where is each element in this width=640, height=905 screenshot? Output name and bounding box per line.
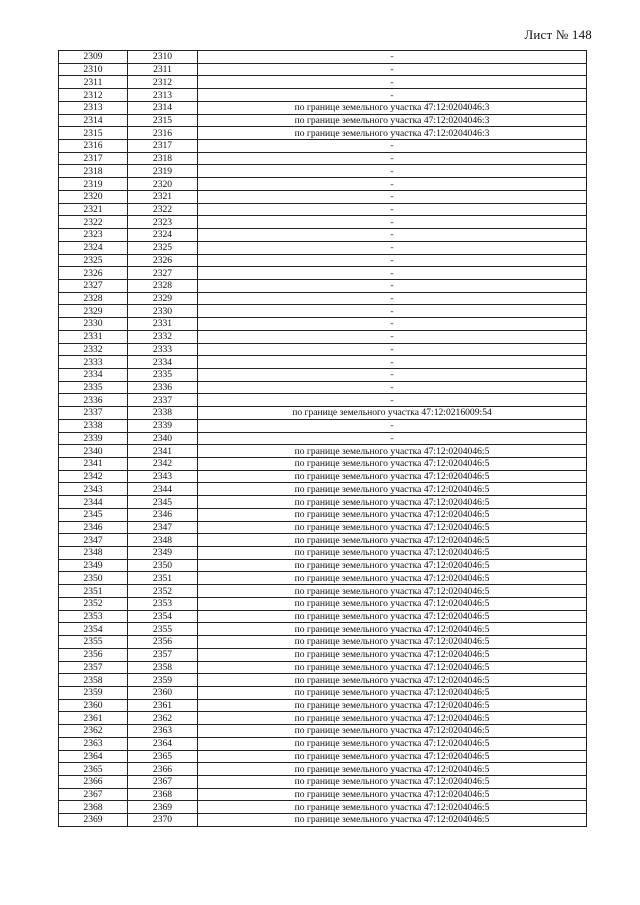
point-to-cell: 2334: [128, 356, 198, 369]
point-from-cell: 2310: [59, 63, 128, 76]
point-to-cell: 2357: [128, 648, 198, 661]
boundary-description-cell: -: [198, 343, 587, 356]
point-to-cell: 2351: [128, 572, 198, 585]
boundary-description-cell: по границе земельного участка 47:12:0204046:3: [198, 101, 587, 114]
point-from-cell: 2367: [59, 788, 128, 801]
table-row: [59, 356, 587, 369]
table-row: [59, 432, 587, 445]
table-row: [59, 368, 587, 381]
table-row: [59, 737, 587, 750]
boundary-description-cell: по границе земельного участка 47:12:0204046:5: [198, 699, 587, 712]
boundary-description-cell: по границе земельного участка 47:12:0204046:5: [198, 572, 587, 585]
boundary-description-cell: -: [198, 76, 587, 89]
table-row: [59, 699, 587, 712]
table-row: [59, 521, 587, 534]
boundary-description-cell: -: [198, 419, 587, 432]
point-to-cell: 2317: [128, 140, 198, 153]
point-to-cell: 2324: [128, 229, 198, 242]
boundary-description-cell: по границе земельного участка 47:12:0204046:5: [198, 508, 587, 521]
table-row: [59, 343, 587, 356]
table-row: [59, 279, 587, 292]
point-to-cell: 2316: [128, 127, 198, 140]
point-to-cell: 2354: [128, 610, 198, 623]
point-from-cell: 2352: [59, 597, 128, 610]
point-from-cell: 2342: [59, 470, 128, 483]
point-to-cell: 2310: [128, 51, 198, 64]
table-row: [59, 114, 587, 127]
boundary-description-cell: -: [198, 368, 587, 381]
point-from-cell: 2353: [59, 610, 128, 623]
point-from-cell: 2335: [59, 381, 128, 394]
boundary-description-cell: -: [198, 165, 587, 178]
table-row: [59, 648, 587, 661]
boundary-table: [58, 50, 587, 827]
boundary-description-cell: по границе земельного участка 47:12:0204046:5: [198, 661, 587, 674]
boundary-description-cell: по границе земельного участка 47:12:0204046:5: [198, 763, 587, 776]
point-from-cell: 2333: [59, 356, 128, 369]
table-row: [59, 305, 587, 318]
point-from-cell: 2318: [59, 165, 128, 178]
point-from-cell: 2320: [59, 190, 128, 203]
point-from-cell: 2366: [59, 775, 128, 788]
table-row: [59, 750, 587, 763]
boundary-description-cell: по границе земельного участка 47:12:0204046:5: [198, 674, 587, 687]
point-to-cell: 2342: [128, 458, 198, 471]
boundary-description-cell: по границе земельного участка 47:12:0204046:5: [198, 534, 587, 547]
table-row: [59, 597, 587, 610]
point-from-cell: 2325: [59, 254, 128, 267]
point-to-cell: 2349: [128, 547, 198, 560]
point-from-cell: 2327: [59, 279, 128, 292]
point-from-cell: 2322: [59, 216, 128, 229]
point-to-cell: 2368: [128, 788, 198, 801]
table-row: [59, 165, 587, 178]
boundary-description-cell: по границе земельного участка 47:12:0204046:5: [198, 521, 587, 534]
point-to-cell: 2341: [128, 445, 198, 458]
boundary-description-cell: по границе земельного участка 47:12:0204046:5: [198, 814, 587, 827]
table-row: [59, 203, 587, 216]
boundary-description-cell: -: [198, 381, 587, 394]
point-to-cell: 2365: [128, 750, 198, 763]
point-to-cell: 2326: [128, 254, 198, 267]
table-row: [59, 547, 587, 560]
point-from-cell: 2317: [59, 152, 128, 165]
table-row: [59, 381, 587, 394]
table-row: [59, 140, 587, 153]
boundary-description-cell: -: [198, 51, 587, 64]
point-to-cell: 2335: [128, 368, 198, 381]
point-to-cell: 2331: [128, 318, 198, 331]
point-to-cell: 2319: [128, 165, 198, 178]
point-from-cell: 2323: [59, 229, 128, 242]
boundary-description-cell: по границе земельного участка 47:12:0204046:5: [198, 648, 587, 661]
table-row: [59, 63, 587, 76]
boundary-description-cell: по границе земельного участка 47:12:0204046:5: [198, 788, 587, 801]
boundary-description-cell: -: [198, 152, 587, 165]
table-row: [59, 76, 587, 89]
boundary-description-cell: -: [198, 241, 587, 254]
point-from-cell: 2329: [59, 305, 128, 318]
boundary-description-cell: по границе земельного участка 47:12:0204046:5: [198, 445, 587, 458]
boundary-description-cell: по границе земельного участка 47:12:0204046:5: [198, 458, 587, 471]
boundary-description-cell: по границе земельного участка 47:12:0204046:5: [198, 775, 587, 788]
boundary-description-cell: -: [198, 63, 587, 76]
point-to-cell: 2362: [128, 712, 198, 725]
table-row: [59, 686, 587, 699]
point-from-cell: 2354: [59, 623, 128, 636]
boundary-description-cell: -: [198, 330, 587, 343]
boundary-description-cell: по границе земельного участка 47:12:0204046:5: [198, 496, 587, 509]
point-to-cell: 2356: [128, 636, 198, 649]
point-to-cell: 2325: [128, 241, 198, 254]
point-from-cell: 2319: [59, 178, 128, 191]
point-from-cell: 2311: [59, 76, 128, 89]
boundary-description-cell: по границе земельного участка 47:12:0204046:5: [198, 801, 587, 814]
point-from-cell: 2321: [59, 203, 128, 216]
point-to-cell: 2364: [128, 737, 198, 750]
point-to-cell: 2312: [128, 76, 198, 89]
point-from-cell: 2314: [59, 114, 128, 127]
table-row: [59, 216, 587, 229]
boundary-description-cell: -: [198, 279, 587, 292]
point-to-cell: 2346: [128, 508, 198, 521]
point-from-cell: 2344: [59, 496, 128, 509]
point-from-cell: 2361: [59, 712, 128, 725]
table-row: [59, 267, 587, 280]
point-to-cell: 2353: [128, 597, 198, 610]
point-to-cell: 2311: [128, 63, 198, 76]
table-row: [59, 610, 587, 623]
point-to-cell: 2315: [128, 114, 198, 127]
point-from-cell: 2364: [59, 750, 128, 763]
point-from-cell: 2313: [59, 101, 128, 114]
point-to-cell: 2318: [128, 152, 198, 165]
point-to-cell: 2366: [128, 763, 198, 776]
table-row: [59, 572, 587, 585]
point-from-cell: 2343: [59, 483, 128, 496]
point-to-cell: 2313: [128, 89, 198, 102]
point-from-cell: 2309: [59, 51, 128, 64]
boundary-description-cell: -: [198, 292, 587, 305]
boundary-description-cell: по границе земельного участка 47:12:0204046:5: [198, 559, 587, 572]
point-from-cell: 2362: [59, 725, 128, 738]
point-to-cell: 2344: [128, 483, 198, 496]
boundary-description-cell: -: [198, 356, 587, 369]
table-row: [59, 534, 587, 547]
table-row: [59, 661, 587, 674]
point-from-cell: 2347: [59, 534, 128, 547]
point-to-cell: 2328: [128, 279, 198, 292]
table-row: [59, 190, 587, 203]
point-to-cell: 2363: [128, 725, 198, 738]
boundary-description-cell: по границе земельного участка 47:12:0204046:5: [198, 547, 587, 560]
point-to-cell: 2314: [128, 101, 198, 114]
point-to-cell: 2367: [128, 775, 198, 788]
table-row: [59, 801, 587, 814]
boundary-description-cell: -: [198, 140, 587, 153]
boundary-description-cell: по границе земельного участка 47:12:0204046:5: [198, 725, 587, 738]
table-row: [59, 458, 587, 471]
point-from-cell: 2348: [59, 547, 128, 560]
point-to-cell: 2360: [128, 686, 198, 699]
table-row: [59, 178, 587, 191]
point-from-cell: 2355: [59, 636, 128, 649]
boundary-description-cell: -: [198, 432, 587, 445]
point-to-cell: 2322: [128, 203, 198, 216]
point-from-cell: 2356: [59, 648, 128, 661]
point-from-cell: 2326: [59, 267, 128, 280]
point-to-cell: 2329: [128, 292, 198, 305]
point-from-cell: 2338: [59, 419, 128, 432]
boundary-description-cell: по границе земельного участка 47:12:0204046:5: [198, 712, 587, 725]
point-to-cell: 2333: [128, 343, 198, 356]
table-row: [59, 725, 587, 738]
point-from-cell: 2358: [59, 674, 128, 687]
point-to-cell: 2339: [128, 419, 198, 432]
point-from-cell: 2330: [59, 318, 128, 331]
table-row: [59, 483, 587, 496]
point-from-cell: 2357: [59, 661, 128, 674]
table-row: [59, 89, 587, 102]
sheet-number: Лист № 148: [524, 27, 592, 42]
point-from-cell: 2340: [59, 445, 128, 458]
point-from-cell: 2328: [59, 292, 128, 305]
point-to-cell: 2355: [128, 623, 198, 636]
point-to-cell: 2338: [128, 407, 198, 420]
boundary-description-cell: по границе земельного участка 47:12:0204046:5: [198, 483, 587, 496]
table-row: [59, 470, 587, 483]
point-from-cell: 2315: [59, 127, 128, 140]
point-to-cell: 2332: [128, 330, 198, 343]
boundary-description-cell: -: [198, 318, 587, 331]
table-row: [59, 229, 587, 242]
boundary-description-cell: -: [198, 190, 587, 203]
table-row: [59, 330, 587, 343]
point-to-cell: 2370: [128, 814, 198, 827]
point-from-cell: 2337: [59, 407, 128, 420]
table-body: [59, 51, 587, 827]
table-row: [59, 636, 587, 649]
point-from-cell: 2334: [59, 368, 128, 381]
table-row: [59, 394, 587, 407]
point-to-cell: 2369: [128, 801, 198, 814]
boundary-description-cell: по границе земельного участка 47:12:0204046:5: [198, 750, 587, 763]
point-to-cell: 2343: [128, 470, 198, 483]
boundary-description-cell: -: [198, 267, 587, 280]
boundary-description-cell: по границе земельного участка 47:12:0204046:3: [198, 127, 587, 140]
point-to-cell: 2350: [128, 559, 198, 572]
boundary-description-cell: по границе земельного участка 47:12:0204046:5: [198, 610, 587, 623]
table-row: [59, 496, 587, 509]
table-row: [59, 712, 587, 725]
point-from-cell: 2345: [59, 508, 128, 521]
boundary-description-cell: -: [198, 89, 587, 102]
table-row: [59, 445, 587, 458]
point-to-cell: 2347: [128, 521, 198, 534]
point-to-cell: 2336: [128, 381, 198, 394]
point-from-cell: 2351: [59, 585, 128, 598]
boundary-description-cell: -: [198, 178, 587, 191]
boundary-description-cell: -: [198, 394, 587, 407]
table-row: [59, 585, 587, 598]
table-row: [59, 152, 587, 165]
point-to-cell: 2361: [128, 699, 198, 712]
table-row: [59, 51, 587, 64]
table-row: [59, 101, 587, 114]
boundary-description-cell: по границе земельного участка 47:12:0204046:5: [198, 636, 587, 649]
boundary-description-cell: по границе земельного участка 47:12:0204046:5: [198, 470, 587, 483]
point-from-cell: 2331: [59, 330, 128, 343]
boundary-description-cell: -: [198, 229, 587, 242]
point-to-cell: 2358: [128, 661, 198, 674]
table-row: [59, 763, 587, 776]
point-from-cell: 2336: [59, 394, 128, 407]
point-to-cell: 2348: [128, 534, 198, 547]
point-from-cell: 2312: [59, 89, 128, 102]
table-row: [59, 254, 587, 267]
point-to-cell: 2321: [128, 190, 198, 203]
boundary-description-cell: по границе земельного участка 47:12:0204046:5: [198, 585, 587, 598]
point-from-cell: 2359: [59, 686, 128, 699]
point-to-cell: 2352: [128, 585, 198, 598]
point-from-cell: 2324: [59, 241, 128, 254]
point-from-cell: 2360: [59, 699, 128, 712]
boundary-description-cell: по границе земельного участка 47:12:0216009:54: [198, 407, 587, 420]
point-to-cell: 2323: [128, 216, 198, 229]
table-row: [59, 127, 587, 140]
point-from-cell: 2369: [59, 814, 128, 827]
table-row: [59, 775, 587, 788]
point-from-cell: 2332: [59, 343, 128, 356]
table-row: [59, 508, 587, 521]
boundary-description-cell: -: [198, 305, 587, 318]
point-from-cell: 2341: [59, 458, 128, 471]
table-row: [59, 788, 587, 801]
point-to-cell: 2320: [128, 178, 198, 191]
boundary-description-cell: по границе земельного участка 47:12:0204046:5: [198, 737, 587, 750]
point-from-cell: 2339: [59, 432, 128, 445]
point-from-cell: 2349: [59, 559, 128, 572]
table-row: [59, 318, 587, 331]
point-from-cell: 2350: [59, 572, 128, 585]
boundary-description-cell: -: [198, 203, 587, 216]
boundary-description-cell: по границе земельного участка 47:12:0204046:5: [198, 686, 587, 699]
point-to-cell: 2330: [128, 305, 198, 318]
point-to-cell: 2340: [128, 432, 198, 445]
table-row: [59, 407, 587, 420]
boundary-description-cell: -: [198, 216, 587, 229]
table-row: [59, 241, 587, 254]
table-row: [59, 419, 587, 432]
table-row: [59, 674, 587, 687]
point-to-cell: 2359: [128, 674, 198, 687]
point-from-cell: 2365: [59, 763, 128, 776]
boundary-description-cell: по границе земельного участка 47:12:0204046:5: [198, 597, 587, 610]
table-row: [59, 292, 587, 305]
point-from-cell: 2363: [59, 737, 128, 750]
point-from-cell: 2346: [59, 521, 128, 534]
point-from-cell: 2316: [59, 140, 128, 153]
point-from-cell: 2368: [59, 801, 128, 814]
point-to-cell: 2345: [128, 496, 198, 509]
table-row: [59, 623, 587, 636]
boundary-description-cell: по границе земельного участка 47:12:0204046:5: [198, 623, 587, 636]
table-row: [59, 814, 587, 827]
boundary-description-cell: -: [198, 254, 587, 267]
table-row: [59, 559, 587, 572]
point-to-cell: 2337: [128, 394, 198, 407]
point-to-cell: 2327: [128, 267, 198, 280]
boundary-description-cell: по границе земельного участка 47:12:0204046:3: [198, 114, 587, 127]
